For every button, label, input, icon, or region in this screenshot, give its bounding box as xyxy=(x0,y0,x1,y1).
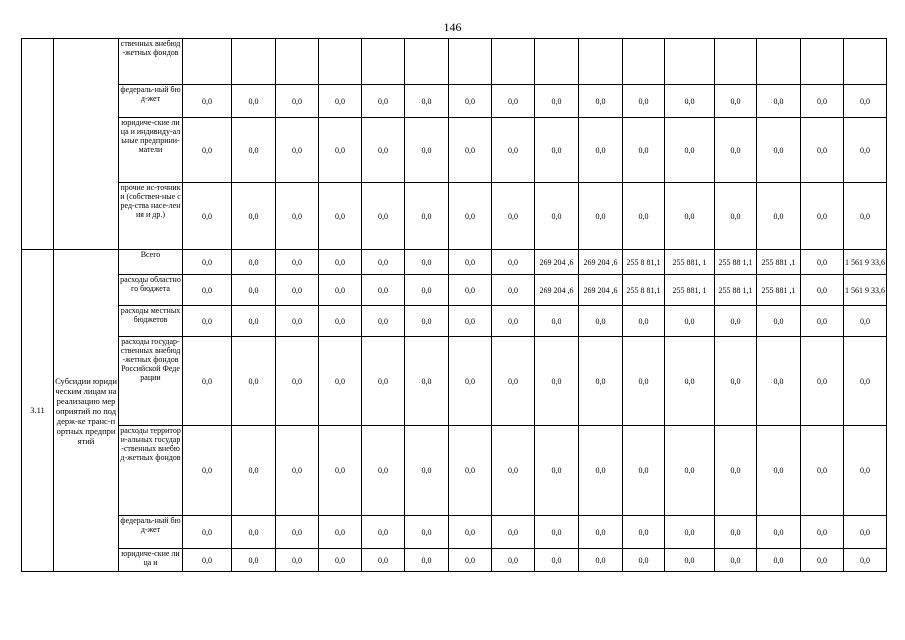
value-cell: 0,0 xyxy=(449,549,492,572)
value-cell: 0,0 xyxy=(844,183,887,250)
value-cell: 0,0 xyxy=(535,516,579,549)
value-cell xyxy=(623,39,665,85)
value-cell: 0,0 xyxy=(535,85,579,118)
value-cell: 0,0 xyxy=(405,183,449,250)
value-cell: 0,0 xyxy=(276,426,319,516)
value-cell: 0,0 xyxy=(449,426,492,516)
value-cell xyxy=(405,39,449,85)
value-cell: 0,0 xyxy=(715,306,757,337)
value-cell xyxy=(492,39,535,85)
value-cell: 0,0 xyxy=(319,250,362,275)
value-cell: 269 204 ,6 xyxy=(579,275,623,306)
value-cell: 0,0 xyxy=(535,118,579,183)
value-cell: 0,0 xyxy=(232,426,276,516)
value-cell: 0,0 xyxy=(844,337,887,426)
value-cell: 0,0 xyxy=(801,183,844,250)
value-cell: 255 881, 1 xyxy=(665,250,715,275)
value-cell: 0,0 xyxy=(492,275,535,306)
value-cell: 0,0 xyxy=(183,306,232,337)
table-row xyxy=(22,250,887,275)
value-cell: 255 8 81,1 xyxy=(623,275,665,306)
value-cell: 0,0 xyxy=(715,337,757,426)
table-row xyxy=(22,85,887,118)
funding-source-cell: расходы территори-альных государ-ственных внебюд-жетных фондов xyxy=(119,426,183,516)
value-cell: 0,0 xyxy=(579,306,623,337)
value-cell: 0,0 xyxy=(492,250,535,275)
value-cell xyxy=(535,39,579,85)
value-cell: 0,0 xyxy=(232,275,276,306)
value-cell: 0,0 xyxy=(801,118,844,183)
value-cell: 0,0 xyxy=(665,337,715,426)
value-cell: 0,0 xyxy=(362,275,405,306)
value-cell: 0,0 xyxy=(801,426,844,516)
value-cell: 0,0 xyxy=(623,337,665,426)
funding-source-cell: Всего xyxy=(119,250,183,275)
value-cell: 0,0 xyxy=(362,250,405,275)
value-cell: 0,0 xyxy=(449,118,492,183)
table-body xyxy=(22,39,887,572)
value-cell: 0,0 xyxy=(665,306,715,337)
value-cell: 0,0 xyxy=(362,549,405,572)
value-cell: 255 8 81,1 xyxy=(623,250,665,275)
value-cell: 0,0 xyxy=(623,549,665,572)
value-cell: 0,0 xyxy=(183,516,232,549)
value-cell: 0,0 xyxy=(715,426,757,516)
funding-source-cell: юридиче-ские лица и xyxy=(119,549,183,572)
table-row xyxy=(22,337,887,426)
value-cell: 0,0 xyxy=(362,426,405,516)
value-cell xyxy=(801,39,844,85)
funding-source-cell: расходы местных бюджетов xyxy=(119,306,183,337)
value-cell: 0,0 xyxy=(665,516,715,549)
value-cell: 0,0 xyxy=(362,516,405,549)
value-cell: 0,0 xyxy=(276,275,319,306)
value-cell: 0,0 xyxy=(757,426,801,516)
funding-source-cell: федераль-ный бюд-жет xyxy=(119,516,183,549)
budget-table xyxy=(21,38,887,572)
value-cell: 0,0 xyxy=(276,118,319,183)
table-row xyxy=(22,275,887,306)
value-cell: 0,0 xyxy=(232,250,276,275)
value-cell: 0,0 xyxy=(579,516,623,549)
value-cell: 0,0 xyxy=(715,549,757,572)
value-cell: 0,0 xyxy=(405,516,449,549)
value-cell: 0,0 xyxy=(405,118,449,183)
value-cell: 0,0 xyxy=(757,337,801,426)
value-cell: 0,0 xyxy=(232,306,276,337)
value-cell: 0,0 xyxy=(319,183,362,250)
value-cell: 0,0 xyxy=(535,549,579,572)
value-cell: 0,0 xyxy=(276,250,319,275)
table-row xyxy=(22,183,887,250)
value-cell: 255 881, 1 xyxy=(665,275,715,306)
value-cell: 0,0 xyxy=(623,85,665,118)
value-cell: 0,0 xyxy=(579,426,623,516)
value-cell: 0,0 xyxy=(801,250,844,275)
value-cell: 0,0 xyxy=(801,516,844,549)
value-cell: 0,0 xyxy=(183,85,232,118)
value-cell: 0,0 xyxy=(757,85,801,118)
value-cell: 0,0 xyxy=(449,516,492,549)
table-row xyxy=(22,516,887,549)
value-cell: 0,0 xyxy=(579,118,623,183)
value-cell: 0,0 xyxy=(276,549,319,572)
value-cell: 269 204 ,6 xyxy=(579,250,623,275)
value-cell: 0,0 xyxy=(319,337,362,426)
value-cell xyxy=(183,39,232,85)
value-cell: 0,0 xyxy=(757,183,801,250)
value-cell xyxy=(319,39,362,85)
value-cell: 0,0 xyxy=(405,306,449,337)
table-row xyxy=(22,426,887,516)
value-cell: 0,0 xyxy=(449,183,492,250)
value-cell: 0,0 xyxy=(492,516,535,549)
value-cell xyxy=(276,39,319,85)
value-cell: 0,0 xyxy=(844,306,887,337)
value-cell: 0,0 xyxy=(183,275,232,306)
value-cell: 0,0 xyxy=(405,549,449,572)
value-cell: 0,0 xyxy=(801,337,844,426)
funding-source-cell: расходы государ-ственных внебюд-жетных фондов Российской Федерации xyxy=(119,337,183,426)
value-cell: 255 88 1,1 xyxy=(715,250,757,275)
value-cell: 0,0 xyxy=(362,183,405,250)
value-cell: 0,0 xyxy=(362,306,405,337)
value-cell: 0,0 xyxy=(183,426,232,516)
value-cell: 0,0 xyxy=(535,426,579,516)
value-cell: 0,0 xyxy=(844,549,887,572)
value-cell: 0,0 xyxy=(665,118,715,183)
value-cell: 0,0 xyxy=(844,516,887,549)
value-cell: 0,0 xyxy=(579,549,623,572)
value-cell: 0,0 xyxy=(492,118,535,183)
value-cell: 0,0 xyxy=(449,250,492,275)
value-cell: 1 561 9 33,6 xyxy=(844,275,887,306)
value-cell: 0,0 xyxy=(844,426,887,516)
funding-source-cell: прочие ис-точники (собствен-ные сред-ства насе-ления и др.) xyxy=(119,183,183,250)
value-cell: 0,0 xyxy=(535,337,579,426)
value-cell: 0,0 xyxy=(405,337,449,426)
value-cell: 0,0 xyxy=(492,337,535,426)
value-cell: 0,0 xyxy=(757,516,801,549)
value-cell: 0,0 xyxy=(232,183,276,250)
value-cell: 0,0 xyxy=(715,118,757,183)
value-cell: 0,0 xyxy=(232,549,276,572)
value-cell: 1 561 9 33,6 xyxy=(844,250,887,275)
value-cell: 0,0 xyxy=(492,426,535,516)
value-cell: 0,0 xyxy=(319,118,362,183)
value-cell: 0,0 xyxy=(844,85,887,118)
value-cell: 255 881 ,1 xyxy=(757,250,801,275)
table-row xyxy=(22,118,887,183)
value-cell: 0,0 xyxy=(801,85,844,118)
value-cell: 0,0 xyxy=(801,549,844,572)
value-cell: 0,0 xyxy=(492,183,535,250)
value-cell: 0,0 xyxy=(449,85,492,118)
value-cell xyxy=(579,39,623,85)
value-cell: 0,0 xyxy=(623,118,665,183)
value-cell: 0,0 xyxy=(276,85,319,118)
value-cell: 0,0 xyxy=(232,118,276,183)
value-cell: 0,0 xyxy=(232,516,276,549)
value-cell: 0,0 xyxy=(757,306,801,337)
value-cell: 0,0 xyxy=(319,516,362,549)
value-cell: 0,0 xyxy=(183,337,232,426)
value-cell: 0,0 xyxy=(665,549,715,572)
value-cell: 0,0 xyxy=(579,183,623,250)
value-cell xyxy=(715,39,757,85)
value-cell: 0,0 xyxy=(232,337,276,426)
value-cell: 0,0 xyxy=(319,549,362,572)
item-name-cell: Субсидии юридическим лицам на реализацию мероприятий по поддерж-ке транс-портных предприятий xyxy=(54,250,119,572)
table-row xyxy=(22,39,887,85)
value-cell xyxy=(844,39,887,85)
value-cell: 0,0 xyxy=(362,85,405,118)
value-cell: 0,0 xyxy=(183,183,232,250)
value-cell: 0,0 xyxy=(715,516,757,549)
value-cell: 0,0 xyxy=(405,426,449,516)
value-cell: 0,0 xyxy=(715,183,757,250)
funding-source-cell: ственных внебюд-жетных фондов xyxy=(119,39,183,85)
value-cell: 0,0 xyxy=(492,549,535,572)
value-cell: 255 881 ,1 xyxy=(757,275,801,306)
value-cell: 0,0 xyxy=(405,275,449,306)
value-cell: 0,0 xyxy=(492,306,535,337)
funding-source-cell: юридиче-ские лица и индивиду-альные предприни-матели xyxy=(119,118,183,183)
value-cell: 0,0 xyxy=(665,183,715,250)
value-cell: 0,0 xyxy=(405,250,449,275)
value-cell: 269 204 ,6 xyxy=(535,275,579,306)
value-cell: 0,0 xyxy=(757,118,801,183)
value-cell: 0,0 xyxy=(665,85,715,118)
value-cell: 0,0 xyxy=(362,118,405,183)
value-cell: 0,0 xyxy=(757,549,801,572)
value-cell: 0,0 xyxy=(623,516,665,549)
value-cell: 0,0 xyxy=(449,306,492,337)
value-cell: 0,0 xyxy=(492,85,535,118)
table-row xyxy=(22,549,887,572)
value-cell: 0,0 xyxy=(232,85,276,118)
value-cell: 0,0 xyxy=(183,549,232,572)
table-row xyxy=(22,306,887,337)
value-cell: 269 204 ,6 xyxy=(535,250,579,275)
value-cell xyxy=(232,39,276,85)
value-cell: 0,0 xyxy=(623,306,665,337)
value-cell: 0,0 xyxy=(449,337,492,426)
value-cell xyxy=(449,39,492,85)
value-cell: 0,0 xyxy=(183,250,232,275)
value-cell: 0,0 xyxy=(801,275,844,306)
value-cell: 0,0 xyxy=(319,426,362,516)
value-cell: 0,0 xyxy=(535,306,579,337)
value-cell xyxy=(665,39,715,85)
funding-source-cell: расходы областного бюджета xyxy=(119,275,183,306)
value-cell: 0,0 xyxy=(535,183,579,250)
value-cell: 0,0 xyxy=(362,337,405,426)
funding-source-cell: федераль-ный бюд-жет xyxy=(119,85,183,118)
value-cell: 0,0 xyxy=(801,306,844,337)
value-cell: 0,0 xyxy=(183,118,232,183)
value-cell: 0,0 xyxy=(276,337,319,426)
value-cell: 0,0 xyxy=(276,516,319,549)
value-cell: 0,0 xyxy=(319,85,362,118)
value-cell xyxy=(362,39,405,85)
item-code-cell: 3.11 xyxy=(22,250,54,572)
value-cell: 255 88 1,1 xyxy=(715,275,757,306)
value-cell: 0,0 xyxy=(405,85,449,118)
page-number: 146 xyxy=(443,20,462,34)
value-cell: 0,0 xyxy=(276,306,319,337)
value-cell: 0,0 xyxy=(579,337,623,426)
value-cell: 0,0 xyxy=(449,275,492,306)
code-cell-continued xyxy=(22,39,54,250)
value-cell: 0,0 xyxy=(319,275,362,306)
value-cell: 0,0 xyxy=(715,85,757,118)
value-cell: 0,0 xyxy=(579,85,623,118)
value-cell xyxy=(757,39,801,85)
value-cell: 0,0 xyxy=(319,306,362,337)
value-cell: 0,0 xyxy=(276,183,319,250)
value-cell: 0,0 xyxy=(623,183,665,250)
value-cell: 0,0 xyxy=(623,426,665,516)
name-cell-continued xyxy=(54,39,119,250)
value-cell: 0,0 xyxy=(665,426,715,516)
value-cell: 0,0 xyxy=(844,118,887,183)
